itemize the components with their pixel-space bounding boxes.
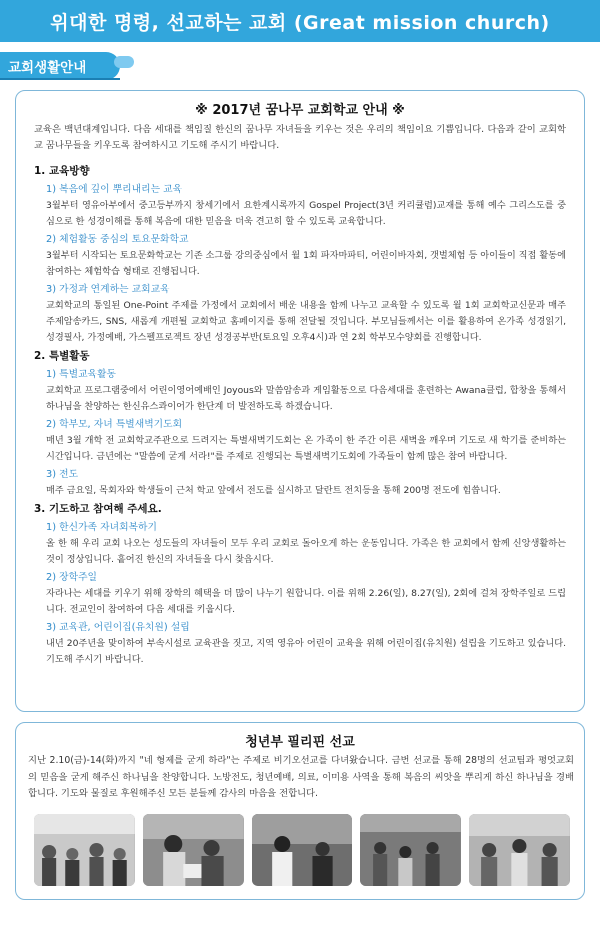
- item-title: 2) 장학주일: [46, 572, 98, 583]
- item-text: 교회학교의 통일된 One-Point 주제를 가정에서 교회에서 배운 내용을 함께 나누고 교육할 수 있도록 월 1회 교회학교신문과 매주 주제암송카드, SNS, 새롭게 개편될 교회학교 홈페이지를 통해 전달될 것입니다. 부모님들께서는 이를 활용하여 온가족 성경읽기, 성경필사, 가정예배, 가스펠프로젝트 장년 성경공부반(토요일 오후4시)과 연 2회 학부모수양회를 진행합니다.: [46, 300, 566, 343]
- section-heading: 1. 교육방향: [34, 165, 90, 177]
- school-notice-box: [15, 90, 585, 712]
- mission-title: 청년부 필리핀 선교: [245, 735, 355, 750]
- item-title: 1) 복음에 깊이 뿌리내리는 교육: [46, 184, 183, 195]
- item-text: 교회학교 프로그램중에서 어린이영어예배인 Joyous와 말씀암송과 게임활동으로 다음세대를 훈련하는 Awana클럽, 합창을 통해서 하나님을 찬양하는 한신유스콰이어가 한단계 더 발전하도록 하겠습니다.: [46, 385, 566, 412]
- mission-photo: [34, 814, 135, 886]
- mission-photo: [360, 814, 461, 886]
- mission-photo: [469, 814, 570, 886]
- item-text: 3월부터 시작되는 토요문화학교는 기존 소그룹 강의중심에서 월 1회 파자마파티, 어린이바자회, 갯벌체험 등 아이들이 직접 활동에 참여하는 체험학습 형태로 진행됩니다.: [46, 250, 566, 277]
- mission-text: 지난 2.10(금)-14(화)까지 "네 형제를 굳게 하라"는 주제로 비기오선교를 다녀왔습니다. 금번 선교를 통해 28명의 선교팀과 평엇교회의 믿음을 굳게 해주신 하나님을 찬양합니다. 노방전도, 청년예배, 의료, 이미용 사역을 통해 복음의 씨앗을 뿌리게 하신 하나님을 경배합니다. 기도와 물질로 후원해주신 모든 분들께 감사의 마음을 전합니다.: [28, 755, 574, 799]
- mission-photo: [143, 814, 244, 886]
- item-title: 2) 학부모, 자녀 특별새벽기도회: [46, 419, 183, 430]
- item-title: 3) 교육관, 어린이집(유치원) 설립: [46, 622, 190, 633]
- section-tab-underline: [0, 78, 120, 80]
- item-title: 1) 특별교육활동: [46, 369, 116, 380]
- item-title: 3) 전도: [46, 469, 79, 480]
- mission-report-box: [15, 722, 585, 900]
- page-banner: [0, 0, 600, 42]
- item-text: 매년 3월 개학 전 교회학교주관으로 드려지는 특별새벽기도회는 온 가족이 한 주간 이른 새벽을 깨우며 기도로 새 학기를 준비하는 시간입니다. 금년에는 "말씀에 굳게 서라!"를 주제로 진행되는 특별새벽기도회에 가족들이 함께 많은 참여 바랍니다.: [46, 435, 566, 462]
- mission-photo: [252, 814, 353, 886]
- mission-photos: [34, 814, 570, 886]
- cloud-icon: [114, 56, 134, 68]
- section-heading: 3. 기도하고 참여해 주세요.: [34, 503, 162, 515]
- item-title: 3) 가정과 연계하는 교회교육: [46, 284, 170, 295]
- item-text: 내년 20주년을 맞이하여 부속시설로 교육관을 짓고, 지역 영유아 어린이 교육을 위해 어린이집(유치원) 설립을 기도하고 있습니다. 기도해 주시기 바랍니다.: [46, 638, 566, 665]
- notice-intro: 교육은 백년대계입니다. 다음 세대를 책임질 한신의 꿈나무 자녀들을 키우는 것은 우리의 책임이요 기쁨입니다. 다음과 같이 교회학교 꿈나무들을 키우도록 참여하시고 기도해 주시기 바랍니다.: [34, 124, 566, 151]
- item-text: 3월부터 영유아부에서 중고등부까지 창세기에서 요한계시록까지 Gospel Project(3년 커리큘럼)교재를 통해 예수 그리스도를 중심으로 한 성경이해를 통해 복음에 대한 믿음을 더욱 견고히 할 수 있도록 교육합니다.: [46, 200, 566, 227]
- section-heading: 2. 특별활동: [34, 350, 90, 362]
- notice-title: ※ 2017년 꿈나무 교회학교 안내 ※: [195, 103, 405, 118]
- item-text: 매주 금요일, 목회자와 학생들이 근처 학교 앞에서 전도를 실시하고 달란트 전치등을 통해 200명 전도에 힘씁니다.: [46, 485, 501, 496]
- item-title: 2) 체험활동 중심의 토요문화학교: [46, 234, 189, 245]
- notice-content: [34, 161, 566, 670]
- item-text: 자라나는 세대를 키우기 위해 장학의 혜택을 더 많이 나누기 원합니다. 이를 위해 2.26(일), 8.27(일), 2회에 걸쳐 장학주일로 드립니다. 전교인이 참여하여 다음 세대를 키웁시다.: [46, 588, 566, 615]
- section-tab-label: 교회생활안내: [0, 52, 120, 80]
- item-text: 올 한 해 우리 교회 나오는 성도들의 자녀들이 모두 우리 교회로 돌아오게 하는 운동입니다. 가족은 한 교회에서 함께 신앙생활하는 것이 정상입니다. 흩어진 한신의 자녀들을 다시 찾읍시다.: [46, 538, 566, 565]
- banner-title: 위대한 명령, 선교하는 교회 (Great mission church): [50, 11, 550, 34]
- item-title: 1) 한신가족 자녀회복하기: [46, 522, 157, 533]
